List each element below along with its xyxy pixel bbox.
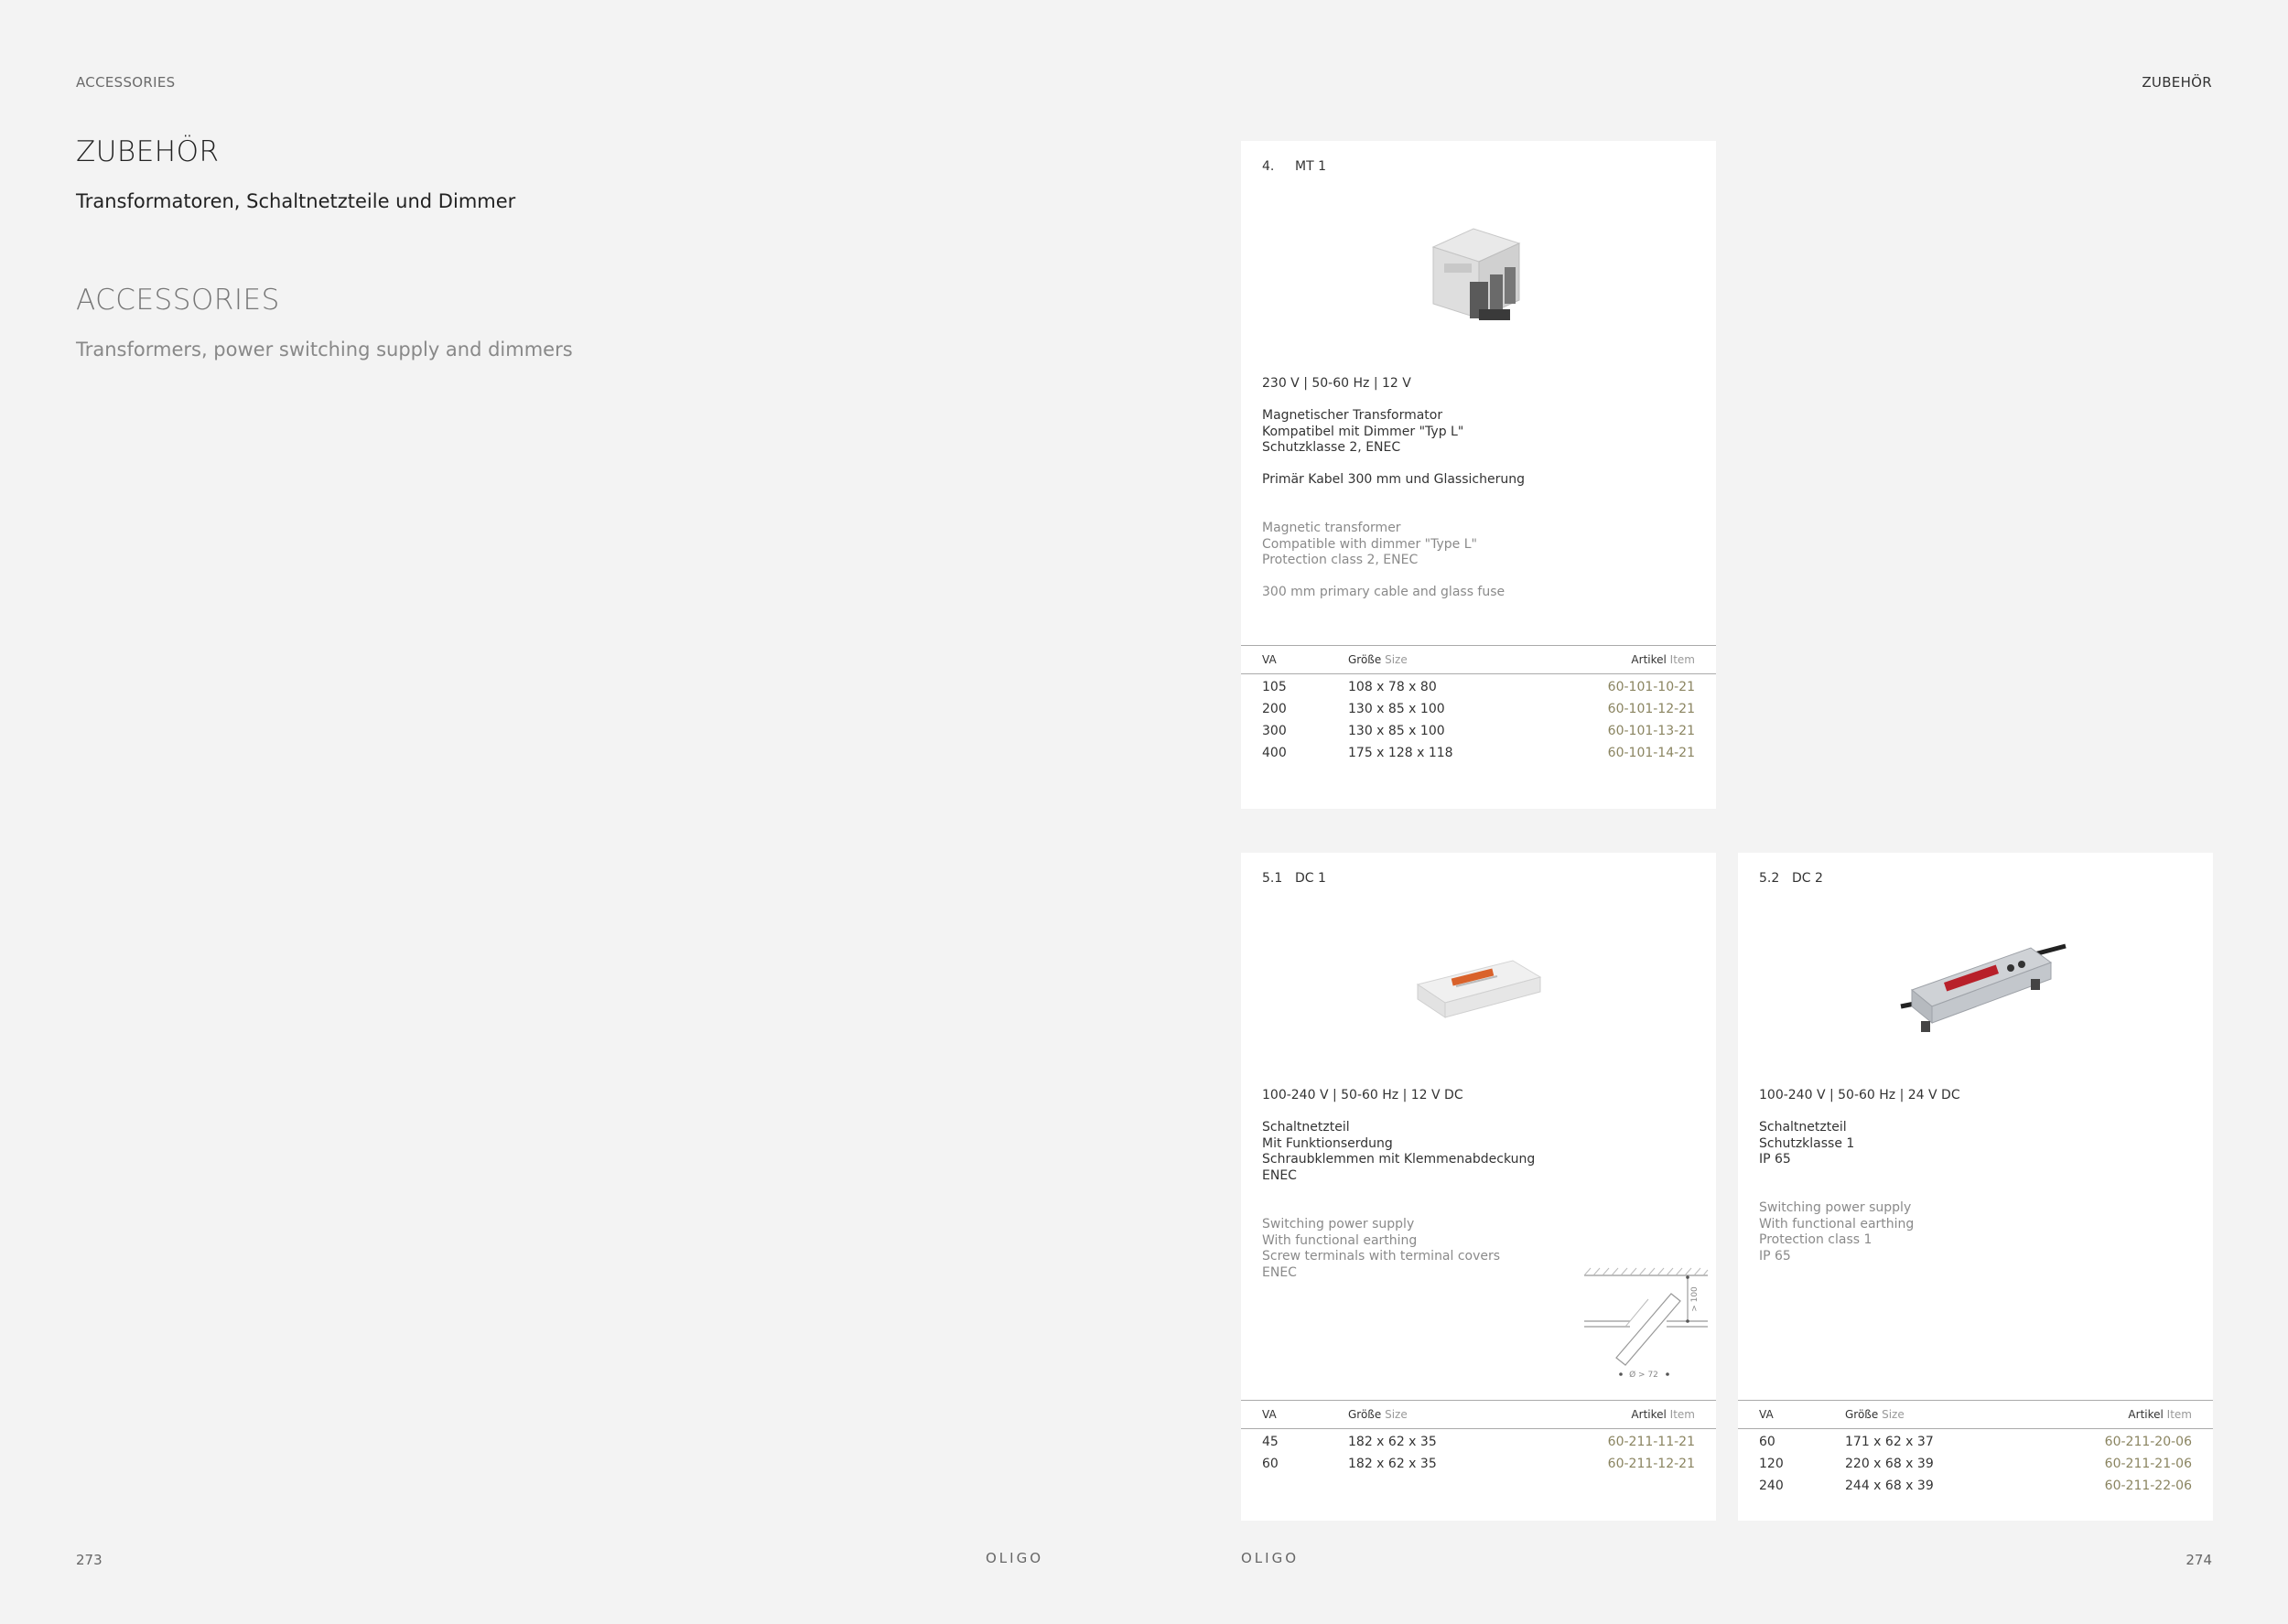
cell-va: 300 [1262,724,1287,738]
article-table [1241,1400,1716,1473]
cell-va: 60 [1759,1435,1775,1449]
description-en-line: ENEC [1262,1264,1297,1280]
transformer-product-image [1424,221,1534,328]
header-item [2128,1408,2192,1421]
header-item-en: Item [1669,1408,1695,1421]
description-en-line: IP 65 [1759,1248,1791,1264]
header-item-en: Item [1669,653,1695,666]
header-size-en: Size [1385,653,1408,666]
switching-power-supply-image [1410,953,1548,1027]
product-number: 4. [1262,159,1275,174]
header-size-de: Größe [1348,1408,1382,1421]
header-item-de: Artikel [1631,653,1667,666]
product-card-dc1 [1241,853,1716,1521]
description-de-line: Mit Funktionserdung [1262,1135,1393,1151]
description-de [1262,1120,1535,1184]
description-de-line: Kompatibel mit Dimmer "Typ L" [1262,424,1464,439]
description-en-line: Compatible with dimmer "Type L" [1262,536,1477,552]
page-number-right: 274 [2185,1552,2212,1568]
table-header [1241,1400,1716,1429]
description-de-line: ENEC [1262,1167,1297,1183]
cell-va: 105 [1262,680,1287,694]
cell-item: 60-211-21-06 [2104,1457,2192,1471]
diagram-width-label: Ø > 72 [1629,1371,1658,1380]
description-de-line: Magnetischer Transformator [1262,408,1443,423]
page-number-left: 273 [76,1552,103,1568]
description-de-line: Schraubklemmen mit Klemmenabdeckung [1262,1152,1536,1167]
description-de-line: IP 65 [1759,1152,1791,1167]
header-va: VA [1262,653,1277,666]
header-size-en: Size [1882,1408,1905,1421]
description-en [1262,1217,1500,1281]
description-en-line: With functional earthing [1759,1216,1915,1231]
description-de [1262,408,1525,489]
cell-size: 220 x 68 x 39 [1845,1457,1934,1471]
description-de-line: Schutzklasse 1 [1759,1135,1855,1151]
description-en-line: Switching power supply [1759,1200,1912,1215]
description-en [1262,521,1505,601]
table-row [1738,1473,2213,1495]
cell-size: 244 x 68 x 39 [1845,1479,1934,1493]
table-row [1738,1451,2213,1473]
cell-va: 240 [1759,1479,1784,1493]
description-spacer [1262,569,1505,586]
electrical-spec: 230 V | 50-60 Hz | 12 V [1262,376,1411,391]
description-de-line: Schutzklasse 2, ENEC [1262,440,1401,455]
header-item-de: Artikel [2128,1408,2164,1421]
table-row [1241,696,1716,718]
running-header-right: ZUBEHÖR [2142,74,2212,91]
cell-item: 60-101-13-21 [1607,724,1695,738]
article-table [1738,1400,2213,1495]
article-table [1241,645,1716,762]
description-de [1759,1120,1854,1168]
product-name: DC 1 [1295,871,1326,886]
description-spacer [1262,457,1525,473]
cell-size: 182 x 62 x 35 [1348,1457,1437,1471]
table-row [1241,1429,1716,1451]
description-de-line: Schaltnetzteil [1759,1120,1847,1135]
cell-item: 60-211-22-06 [2104,1479,2192,1493]
header-size [1348,1408,1408,1421]
header-item [1631,1408,1695,1421]
running-header-left: ACCESSORIES [76,74,176,91]
table-row [1241,1451,1716,1473]
header-va: VA [1759,1408,1774,1421]
cell-size: 171 x 62 x 37 [1845,1435,1934,1449]
electrical-spec: 100-240 V | 50-60 Hz | 24 V DC [1759,1088,1960,1102]
product-heading [1759,871,1823,886]
product-card-mt1 [1241,141,1716,809]
header-size-en: Size [1385,1408,1408,1421]
cell-size: 108 x 78 x 80 [1348,680,1437,694]
product-heading [1262,159,1326,174]
table-header [1738,1400,2213,1429]
cell-va: 400 [1262,746,1287,760]
header-size-de: Größe [1845,1408,1879,1421]
brand-logo-left: OLIGO [986,1550,1044,1566]
table-header [1241,645,1716,674]
header-size [1348,653,1408,666]
page-subtitle-de: Transformatoren, Schaltnetzteile und Dimmer [76,190,516,212]
product-card-dc2 [1738,853,2213,1521]
page-subtitle-en: Transformers, power switching supply and dimmers [76,339,573,360]
header-size [1845,1408,1905,1421]
header-item-en: Item [2166,1408,2192,1421]
cell-va: 200 [1262,702,1287,716]
header-size-de: Größe [1348,653,1382,666]
cell-size: 175 x 128 x 118 [1348,746,1453,760]
brand-logo-right: OLIGO [1241,1550,1300,1566]
description-en-line: Screw terminals with terminal covers [1262,1249,1501,1264]
header-va: VA [1262,1408,1277,1421]
description-en [1759,1200,1914,1264]
header-item [1631,653,1695,666]
table-row [1738,1429,2213,1451]
header-item-de: Artikel [1631,1408,1667,1421]
cell-va: 45 [1262,1435,1279,1449]
cell-size: 130 x 85 x 100 [1348,724,1445,738]
description-en-line: Magnetic transformer [1262,521,1401,535]
product-name: MT 1 [1295,159,1326,174]
description-en-line: Protection class 1 [1759,1232,1872,1247]
description-en-line: 300 mm primary cable and glass fuse [1262,585,1506,599]
table-row [1241,718,1716,740]
description-en-line: Switching power supply [1262,1217,1415,1231]
cell-item: 60-101-12-21 [1607,702,1695,716]
cell-va: 60 [1262,1457,1279,1471]
description-de-line: Primär Kabel 300 mm und Glassicherung [1262,472,1525,487]
page-title-en: ACCESSORIES [76,284,280,317]
cell-item: 60-211-11-21 [1607,1435,1695,1449]
page-title-de: ZUBEHÖR [76,135,220,168]
led-driver-product-image [1894,935,2067,1036]
description-de-line: Schaltnetzteil [1262,1120,1350,1135]
installation-diagram [1580,1266,1712,1381]
cell-va: 120 [1759,1457,1784,1471]
product-number: 5.1 [1262,871,1283,886]
product-number: 5.2 [1759,871,1780,886]
table-row [1241,674,1716,696]
cell-item: 60-211-20-06 [2104,1435,2192,1449]
cell-size: 130 x 85 x 100 [1348,702,1445,716]
description-en-line: Protection class 2, ENEC [1262,553,1419,567]
cell-size: 182 x 62 x 35 [1348,1435,1437,1449]
product-heading [1262,871,1326,886]
description-en-line: With functional earthing [1262,1232,1418,1248]
cell-item: 60-101-10-21 [1607,680,1695,694]
cell-item: 60-101-14-21 [1607,746,1695,760]
table-row [1241,740,1716,762]
diagram-height-label: > 100 [1690,1286,1700,1312]
cell-item: 60-211-12-21 [1607,1457,1695,1471]
electrical-spec: 100-240 V | 50-60 Hz | 12 V DC [1262,1088,1463,1102]
product-name: DC 2 [1792,871,1823,886]
